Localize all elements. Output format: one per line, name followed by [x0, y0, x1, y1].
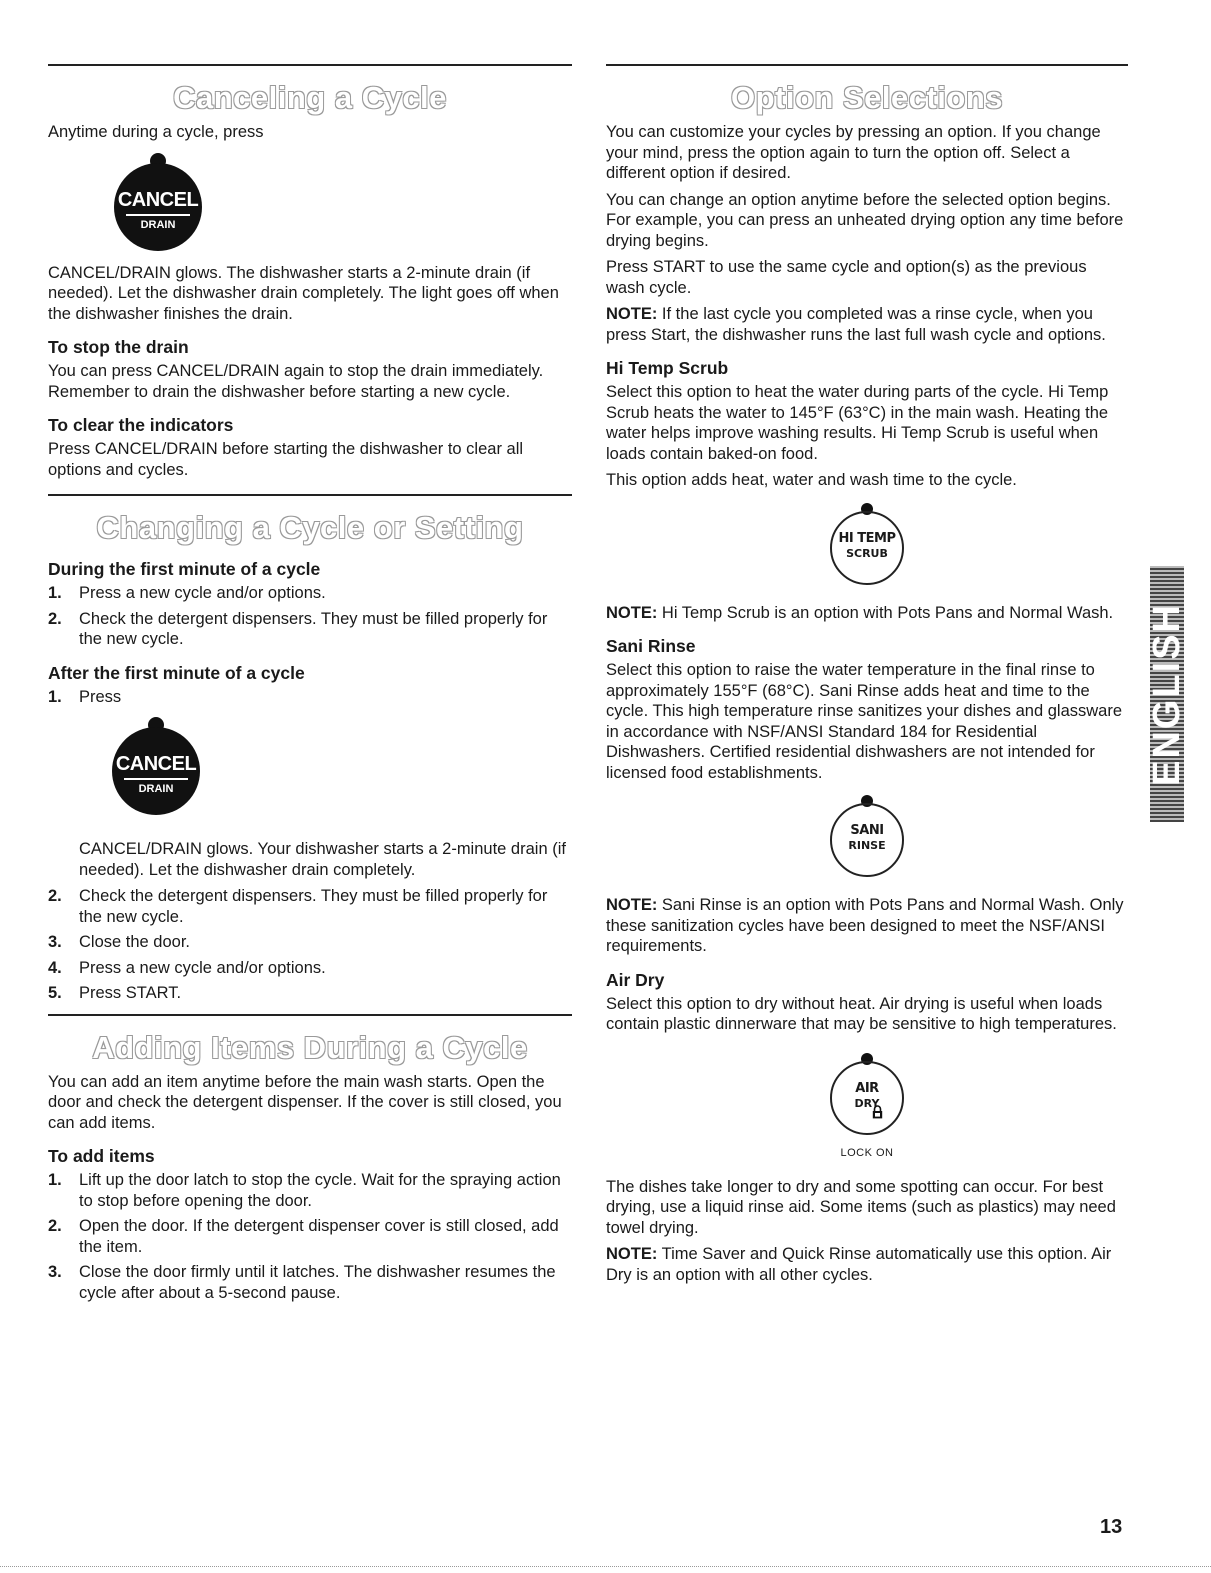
after-first-minute-list — [48, 687, 572, 708]
after-first-minute-heading: After the first minute of a cycle — [48, 662, 305, 683]
sani-rinse-heading: Sani Rinse — [606, 636, 696, 656]
sani-rinse-button-icon — [818, 795, 916, 887]
hi-temp-scrub-note: NOTE: Hi Temp Scrub is an option with Pots Pans and Normal Wash. — [606, 603, 1114, 622]
section-divider — [606, 64, 1128, 66]
cancel-label: CANCEL — [115, 753, 197, 775]
after-first-description: CANCEL/DRAIN glows. Your dishwasher starts a 2-minute drain (if needed). Let the dishwasher drain completely. — [79, 840, 566, 879]
stop-drain-heading: To stop the drain — [48, 337, 189, 357]
stop-drain-text: You can press CANCEL/DRAIN again to stop the drain immediately. Remember to drain the dishwasher before starting a new cycle. — [48, 362, 544, 401]
list-item: 1. Press a new cycle and/or options. — [48, 584, 326, 602]
add-items-heading: To add items — [48, 1146, 155, 1166]
list-item: 3. Close the door. — [48, 933, 190, 951]
options-paragraph-1: You can customize your cycles by pressing an option. If you change your mind, press the option again to turn the option off. Select a different option if desired. — [606, 123, 1101, 182]
sani-label: SANI — [850, 823, 884, 838]
section-divider — [48, 1014, 572, 1016]
cancel-label: CANCEL — [117, 188, 199, 211]
list-item: 1. Lift up the door latch to stop the cycle. Wait for the spraying action to stop before opening the door. — [48, 1171, 561, 1210]
air-dry-button-icon — [818, 1053, 916, 1145]
hi-temp-scrub-text-2: This option adds heat, water and wash time to the cycle. — [606, 471, 1017, 489]
first-minute-list — [48, 583, 572, 650]
lock-icon — [872, 1105, 883, 1119]
hi-temp-label: HI TEMP — [838, 530, 896, 546]
dry-label: DRY — [854, 1096, 880, 1110]
air-dry-heading: Air Dry — [606, 969, 665, 990]
list-item: 2. Check the detergent dispensers. They must be filled properly for the new cycle. — [48, 887, 548, 926]
language-side-tab — [1145, 566, 1188, 822]
list-item: 3. Close the door firmly until it latches. The dishwasher resumes the cycle after about a 5-second pause. — [48, 1263, 556, 1302]
right-column — [606, 64, 1128, 1291]
cancel-drain-button-icon — [110, 717, 202, 817]
option-selections-title: Option Selections — [730, 80, 1004, 115]
options-paragraph-3: Press START to use the same cycle and option(s) as the previous wash cycle. — [606, 258, 1087, 297]
drain-label: DRAIN — [140, 218, 176, 231]
air-label: AIR — [855, 1080, 879, 1096]
scrub-label: SCRUB — [846, 546, 888, 560]
list-item: 4. Press a new cycle and/or options. — [48, 958, 326, 977]
air-dry-text-2: The dishes take longer to dry and some spotting can occur. For best drying, use a liquid rinse aid. Some items (such as plastics) may need towel drying. — [606, 1177, 1116, 1237]
lock-on-caption: LOCK ON — [840, 1146, 894, 1159]
cancel-drain-button-icon — [112, 153, 204, 253]
canceling-intro: Anytime during a cycle, press — [48, 123, 264, 141]
hi-temp-scrub-button-icon — [818, 503, 916, 595]
changing-title: Changing a Cycle or Setting — [96, 510, 524, 545]
list-item: 5. Press START. — [48, 984, 182, 1002]
language-label: ENGLISH — [1145, 602, 1188, 786]
drain-label: DRAIN — [138, 783, 174, 795]
air-dry-text: Select this option to dry without heat. Air drying is useful when loads contain plastic dinnerware that may be sensitive to high temperatures. — [606, 994, 1117, 1033]
section-divider — [48, 494, 572, 496]
bottom-divider — [0, 1566, 1211, 1567]
add-items-list — [48, 1170, 572, 1303]
hi-temp-scrub-heading: Hi Temp Scrub — [606, 358, 729, 378]
left-column — [48, 64, 572, 1309]
list-item: 2. Check the detergent dispensers. They must be filled properly for the new cycle. — [48, 609, 548, 648]
hi-temp-scrub-text: Select this option to heat the water during parts of the cycle. Hi Temp Scrub heats the water to 145°F (63°C) in the main wash. Heating the water helps improve washing results. Hi Temp Scrub is useful when loads contain baked-on food. — [606, 383, 1109, 463]
clear-indicators-heading: To clear the indicators — [48, 415, 234, 435]
air-dry-note: NOTE: Time Saver and Quick Rinse automatically use this option. Air Dry is an option with all other cycles. — [606, 1245, 1112, 1284]
canceling-title: Canceling a Cycle — [173, 80, 447, 115]
adding-intro: You can add an item anytime before the main wash starts. Open the door and check the detergent dispenser. If the cover is still closed, you can add items. — [48, 1072, 562, 1132]
list-item: 2. Open the door. If the detergent dispenser cover is still closed, add the item. — [48, 1217, 559, 1256]
first-minute-heading: During the first minute of a cycle — [48, 559, 321, 579]
options-paragraph-2: You can change an option anytime before the selected option begins. For example, you can press an unheated drying option any time before drying begins. — [606, 190, 1124, 250]
section-divider — [48, 64, 572, 66]
page-number: 13 — [1100, 1516, 1123, 1538]
list-item: 1. Press — [48, 687, 122, 706]
options-note: NOTE: If the last cycle you completed was a rinse cycle, when you press Start, the dishwasher runs the last full wash cycle and options. — [606, 305, 1106, 344]
adding-title: Adding Items During a Cycle — [92, 1029, 528, 1065]
after-first-minute-list-cont — [48, 886, 572, 1004]
clear-indicators-text: Press CANCEL/DRAIN before starting the dishwasher to clear all options and cycles. — [48, 440, 524, 479]
sani-rinse-note: NOTE: Sani Rinse is an option with Pots Pans and Normal Wash. Only these sanitization cycles have been designed to meet the NSF/ANSI requirements. — [606, 896, 1124, 955]
canceling-description: CANCEL/DRAIN glows. The dishwasher starts a 2-minute drain (if needed). Let the dishwasher drain completely. The light goes off when the dishwasher finishes the drain. — [48, 263, 559, 323]
rinse-label: RINSE — [848, 839, 886, 852]
sani-rinse-text: Select this option to raise the water temperature in the final rinse to approximately 155°F (68°C). Sani Rinse adds heat and time to the cycle. This high temperature rinse sanitizes your dishes and glassware in accordance with NSF/ANSI Standard 184 for Residential Dishwashers. Certified residential dishwashers are not intended for licensed food establishments. — [606, 661, 1123, 782]
